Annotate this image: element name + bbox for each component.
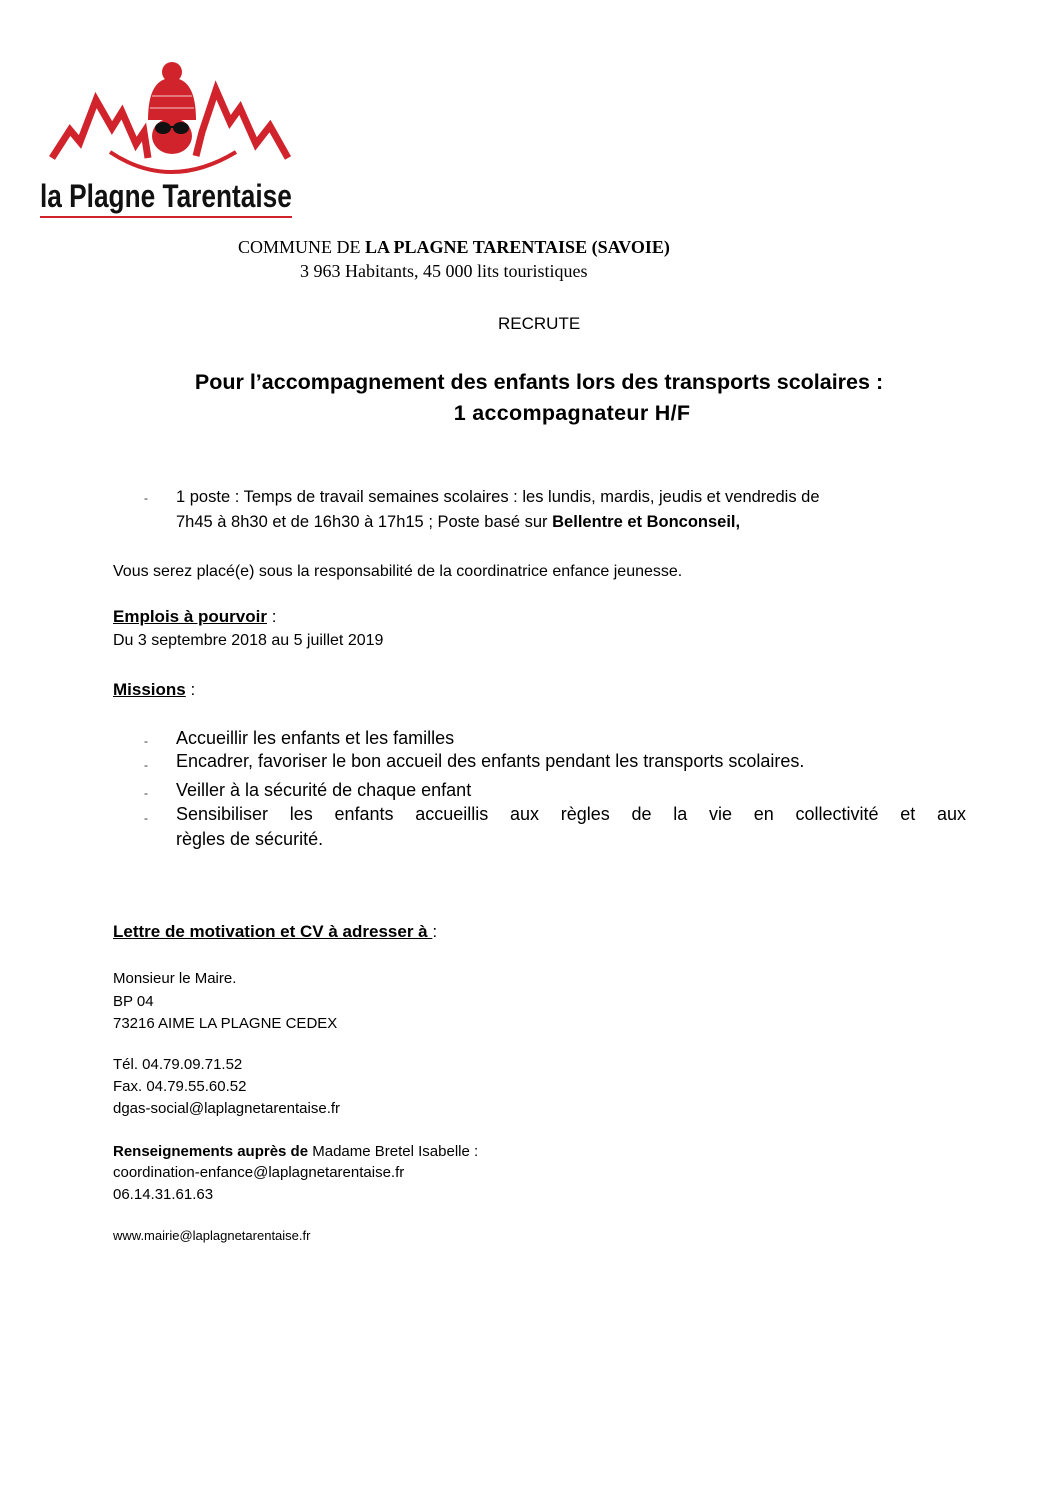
missions-heading: Missions: [113, 680, 186, 699]
address-line: Monsieur le Maire.: [113, 970, 237, 987]
logo-text: la Plagne Tarentaise: [40, 178, 292, 214]
renseignements-phone: 06.14.31.61.63: [113, 1186, 214, 1203]
mission-dash: -: [144, 734, 148, 748]
poste-line-1: 1 poste : Temps de travail semaines scolaires : les lundis, mardis, jeudis et vendredis de: [176, 488, 820, 506]
mission-item: Accueillir les enfants et les familles: [176, 728, 455, 748]
missions-colon: :: [185, 680, 196, 699]
commune-prefix: COMMUNE DE: [238, 237, 366, 257]
renseignements-email[interactable]: coordination-enfance@laplagnetarentaise.fr: [113, 1164, 405, 1181]
smile-icon: [110, 152, 236, 172]
mountain-right-icon: [196, 90, 288, 158]
title-line-1: Pour l’accompagnement des enfants lors des transports scolaires :: [194, 370, 884, 394]
poste-dash: -: [144, 491, 148, 505]
address-line: BP 04: [113, 993, 154, 1010]
mission-dash: -: [144, 758, 148, 772]
renseignements-line: [113, 1143, 478, 1160]
missions-heading-line: [113, 680, 195, 700]
habitants-line: 3 963 Habitants, 45 000 lits touristiques: [300, 261, 588, 281]
fax: Fax. 04.79.55.60.52: [113, 1078, 247, 1095]
mountain-left-icon: [52, 100, 148, 158]
candidature-colon: :: [432, 922, 438, 941]
emplois-heading: Emplois à pourvoir: [113, 607, 267, 626]
logo-underline: [40, 216, 292, 218]
mission-item: Veiller à la sécurité de chaque enfant: [176, 780, 472, 800]
renseignements-label: Renseignements auprès de: [113, 1143, 309, 1160]
recrute-heading: RECRUTE: [498, 314, 581, 333]
poste-location: Bellentre et Bonconseil,: [552, 513, 741, 531]
commune-line: [238, 237, 670, 258]
emplois-heading-line: [113, 607, 276, 627]
hat-icon: [148, 78, 196, 120]
emplois-dates: Du 3 septembre 2018 au 5 juillet 2019: [113, 632, 384, 649]
emplois-colon: :: [266, 607, 277, 626]
mission-item: Encadrer, favoriser le bon accueil des enfants pendant les transports scolaires.: [176, 751, 805, 771]
mission-dash: -: [144, 811, 148, 825]
poste-line-2: [176, 513, 740, 532]
candidature-heading-line: [113, 922, 437, 942]
title-line-2: 1 accompagnateur H/F: [453, 401, 691, 425]
website[interactable]: www.mairie@laplagnetarentaise.fr: [113, 1228, 311, 1243]
contact-email[interactable]: dgas-social@laplagnetarentaise.fr: [113, 1100, 341, 1117]
mission-item-continuation: règles de sécurité.: [176, 829, 324, 849]
telephone: Tél. 04.79.09.71.52: [113, 1056, 243, 1073]
renseignements-name: Madame Bretel Isabelle :: [308, 1143, 479, 1160]
poste-line-2-text: 7h45 à 8h30 et de 16h30 à 17h15 ; Poste basé sur: [176, 513, 553, 531]
mission-item: Sensibiliser les enfants accueillis aux règles de la vie en collectivité et aux: [176, 804, 966, 824]
address-line: 73216 AIME LA PLAGNE CEDEX: [113, 1015, 338, 1032]
responsabilite-text: Vous serez placé(e) sous la responsabilité de la coordinatrice enfance jeunesse.: [113, 563, 683, 580]
mission-dash: -: [144, 786, 148, 800]
candidature-heading: Lettre de motivation et CV à adresser à: [113, 922, 433, 941]
commune-name: LA PLAGNE TARENTAISE (SAVOIE): [365, 237, 670, 257]
